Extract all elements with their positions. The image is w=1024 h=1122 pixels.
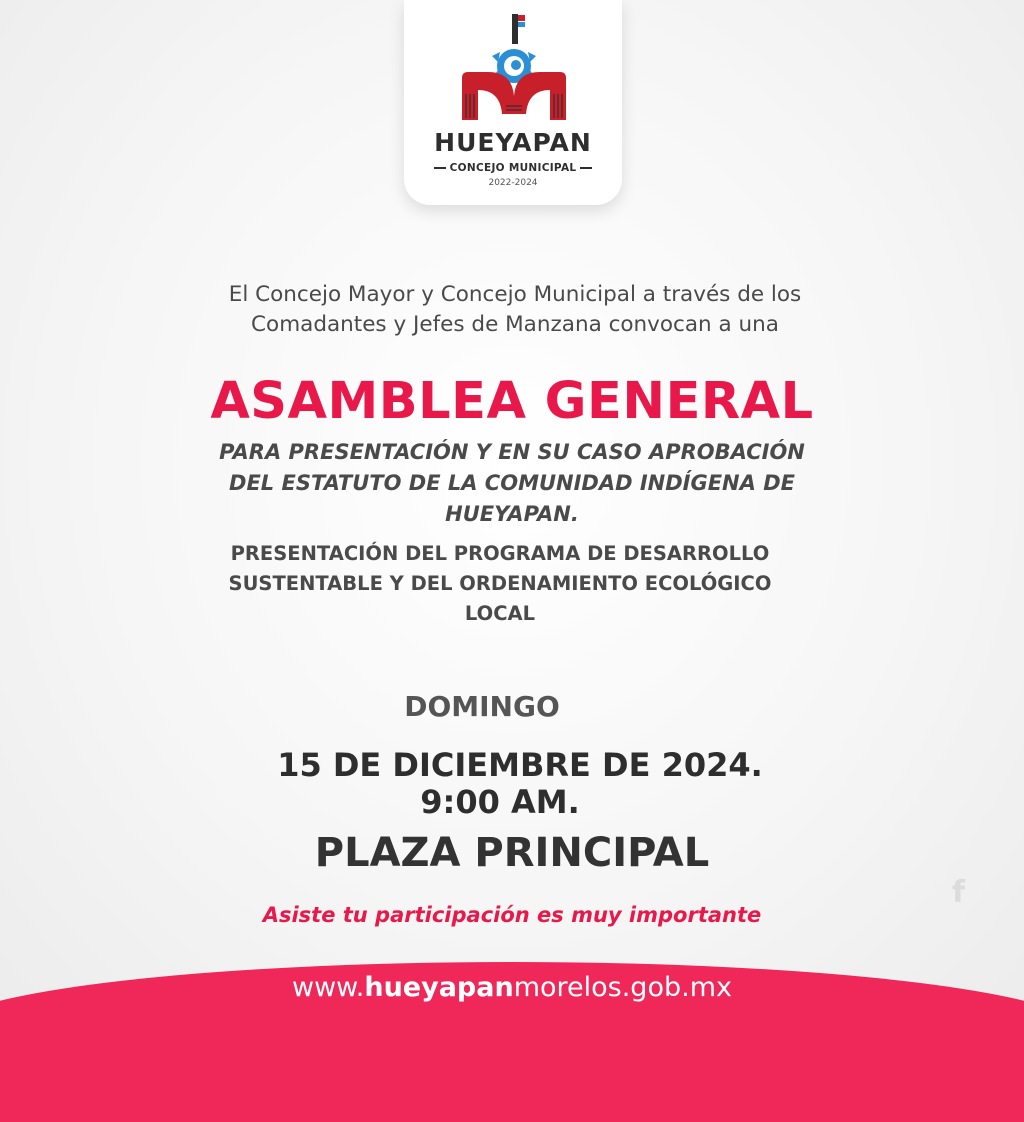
facebook-icon: f [952, 875, 966, 910]
participation-note: Asiste tu participación es muy importante [262, 903, 762, 927]
intro-line: Comadantes y Jefes de Manzana convocan a una [251, 312, 779, 337]
program-text [140, 539, 860, 629]
purpose-text [140, 437, 884, 530]
event-date: 15 DE DICIEMBRE DE 2024. [277, 746, 763, 784]
intro-text [130, 280, 900, 340]
intro-line: El Concejo Mayor y Concejo Municipal a través de los [228, 282, 802, 307]
program-line: SUSTENTABLE Y DEL ORDENAMIENTO ECOLÓGICO [228, 572, 772, 595]
purpose-line: PARA PRESENTACIÓN Y EN SU CASO APROBACIÓN [219, 440, 805, 464]
brand-name: HUEYAPAN [434, 128, 592, 157]
purpose-line: HUEYAPAN. [445, 502, 579, 526]
event-place: PLAZA PRINCIPAL [314, 830, 710, 876]
purpose-line: DEL ESTATUTO DE LA COMUNIDAD INDÍGENA DE [229, 471, 795, 495]
logo-card [404, 0, 622, 205]
brand-subtitle: CONCEJO MUNICIPAL [404, 162, 622, 174]
website-link[interactable]: www.hueyapanmorelos.gob.mx [292, 972, 732, 1003]
program-line: LOCAL [464, 602, 536, 625]
event-time: 9:00 AM. [420, 783, 580, 821]
program-line: PRESENTACIÓN DEL PROGRAMA DE DESARROLLO [230, 542, 770, 565]
page-title: ASAMBLEA GENERAL [210, 372, 814, 431]
event-day: DOMINGO [404, 690, 560, 723]
brand-years: 2022-2024 [488, 178, 538, 188]
hueyapan-emblem-icon [454, 10, 572, 126]
